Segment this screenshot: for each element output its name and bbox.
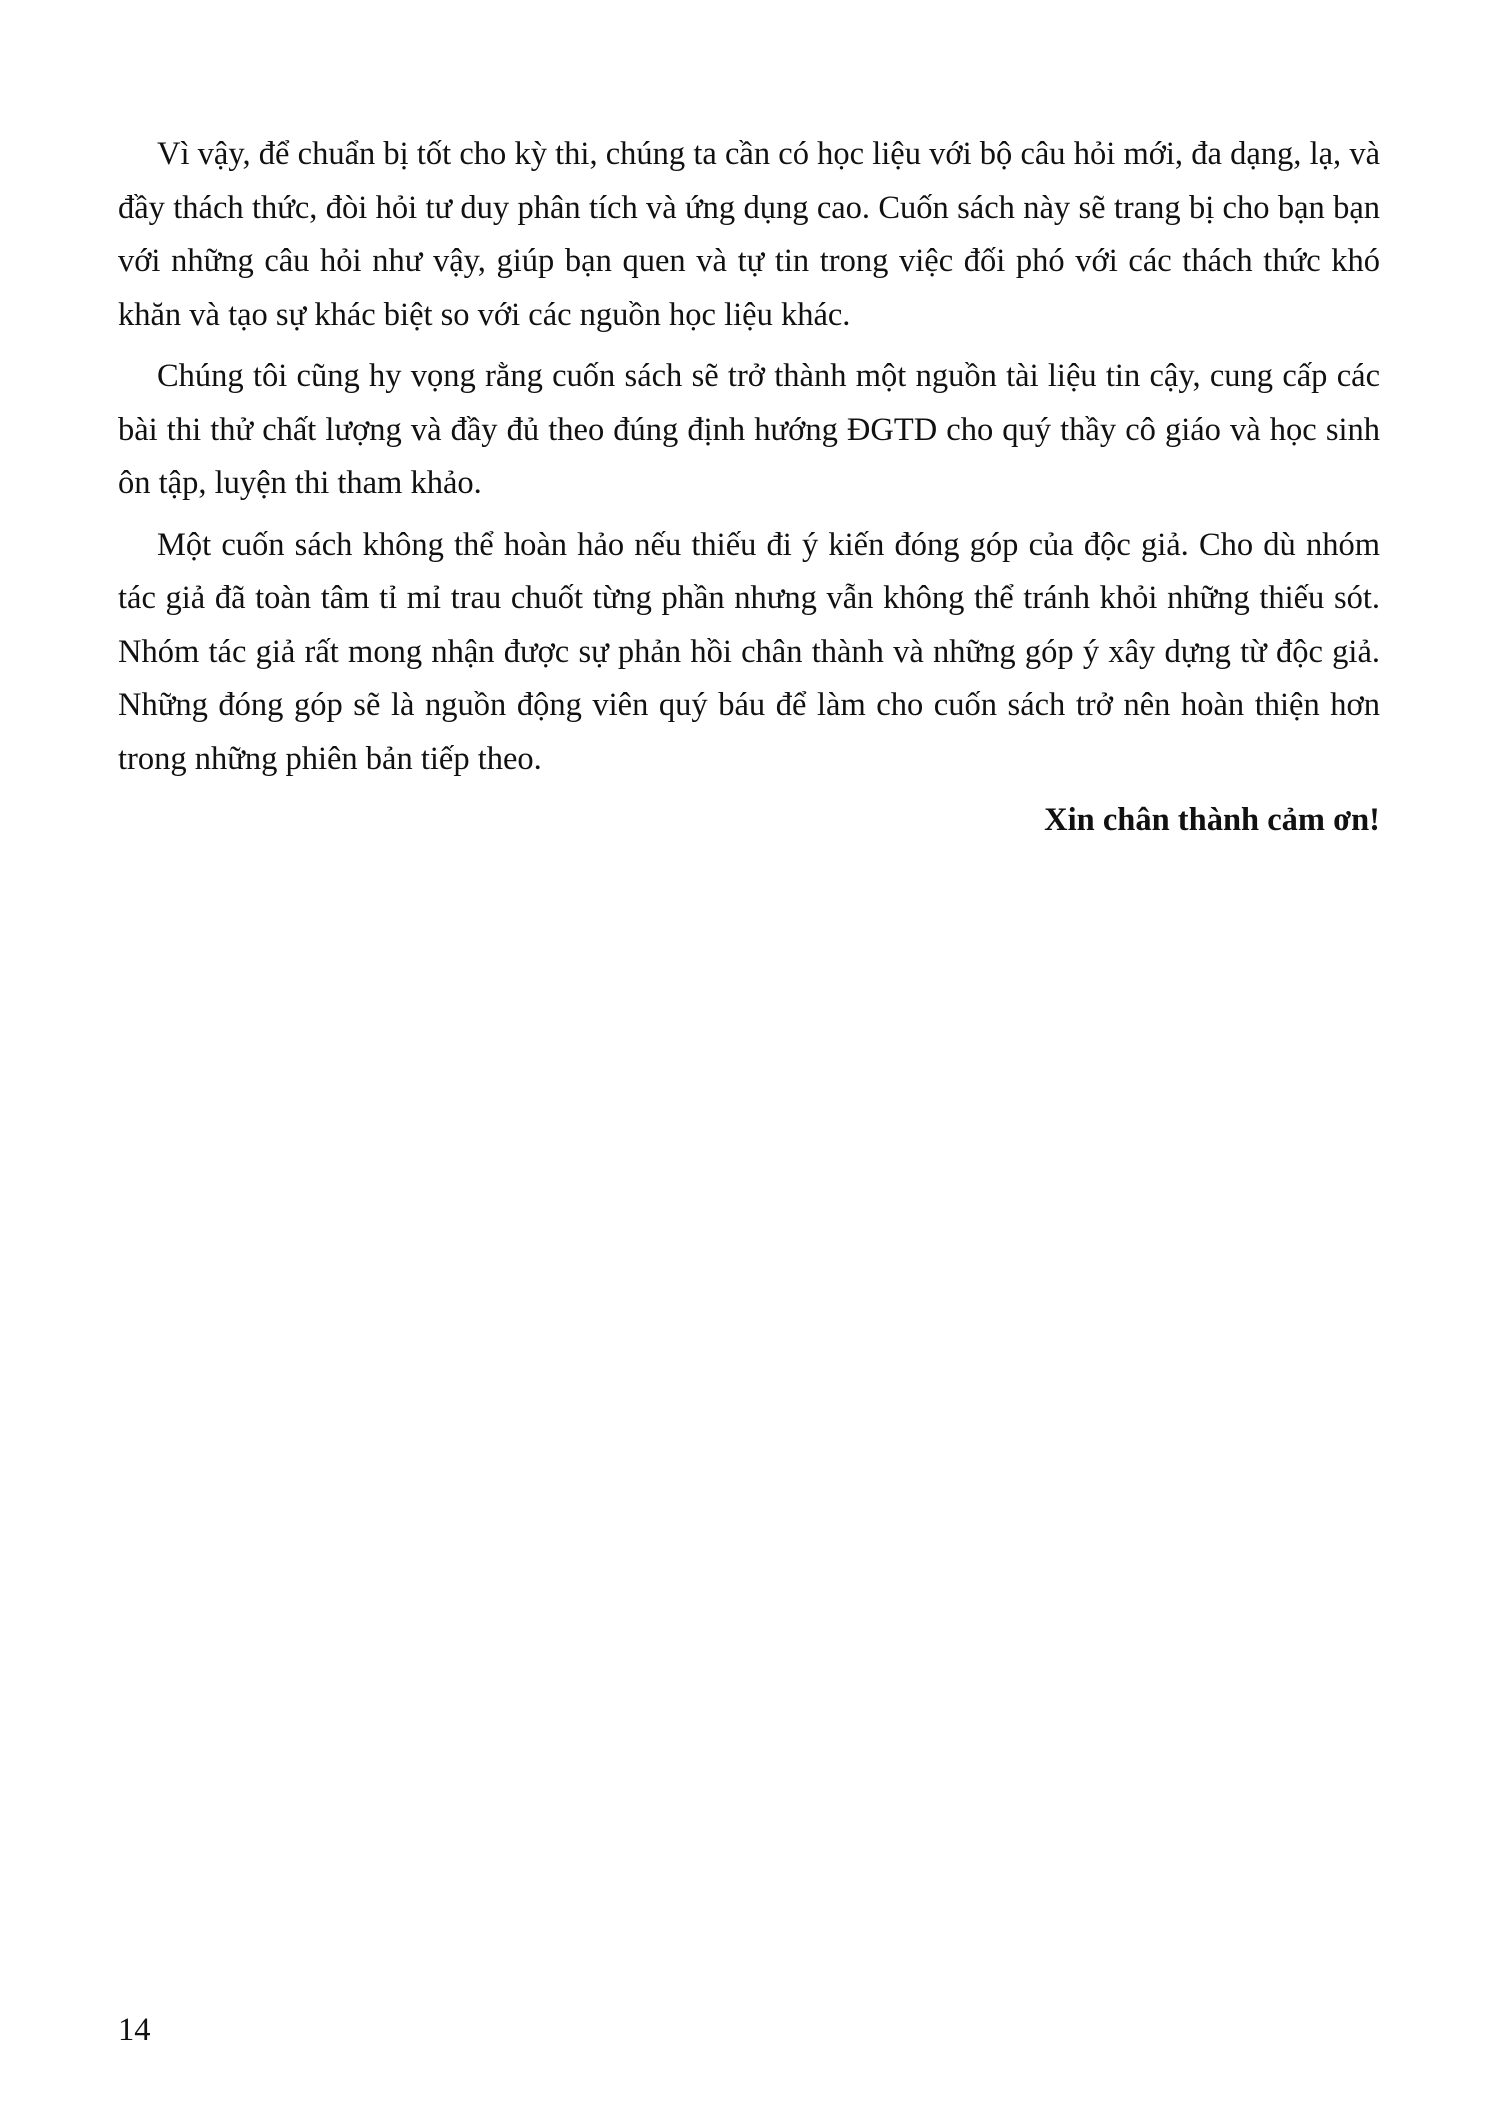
closing-line: Xin chân thành cảm ơn!: [1044, 802, 1380, 838]
paragraph-3: Một cuốn sách không thể hoàn hảo nếu thiếu đi ý kiến đóng góp của độc giả. Cho dù nhóm tác giả đã toàn tâm tỉ mỉ trau chuốt từng phần nhưng vẫn không thể tránh khỏi những thiếu sót. Nhóm tác giả rất mong nhận được sự phản hồi chân thành và những góp ý xây dựng từ độc giả. Những đóng góp sẽ là nguồn động viên quý báu để làm cho cuốn sách trở nên hoàn thiện hơn trong những phiên bản tiếp theo.: [118, 526, 1380, 777]
page-body: [118, 128, 1380, 848]
page-number: 14: [118, 2012, 151, 2048]
paragraph-2: Chúng tôi cũng hy vọng rằng cuốn sách sẽ trở thành một nguồn tài liệu tin cậy, cung cấp các bài thi thử chất lượng và đầy đủ theo đúng định hướng ĐGTD cho quý thầy cô giáo và học sinh ôn tập, luyện thi tham khảo.: [118, 358, 1380, 501]
paragraph-1: Vì vậy, để chuẩn bị tốt cho kỳ thi, chúng ta cần có học liệu với bộ câu hỏi mới, đa dạng, lạ, và đầy thách thức, đòi hỏi tư duy phân tích và ứng dụng cao. Cuốn sách này sẽ trang bị cho bạn bạn với những câu hỏi như vậy, giúp bạn quen và tự tin trong việc đối phó với các thách thức khó khăn và tạo sự khác biệt so với các nguồn học liệu khác.: [118, 136, 1380, 333]
